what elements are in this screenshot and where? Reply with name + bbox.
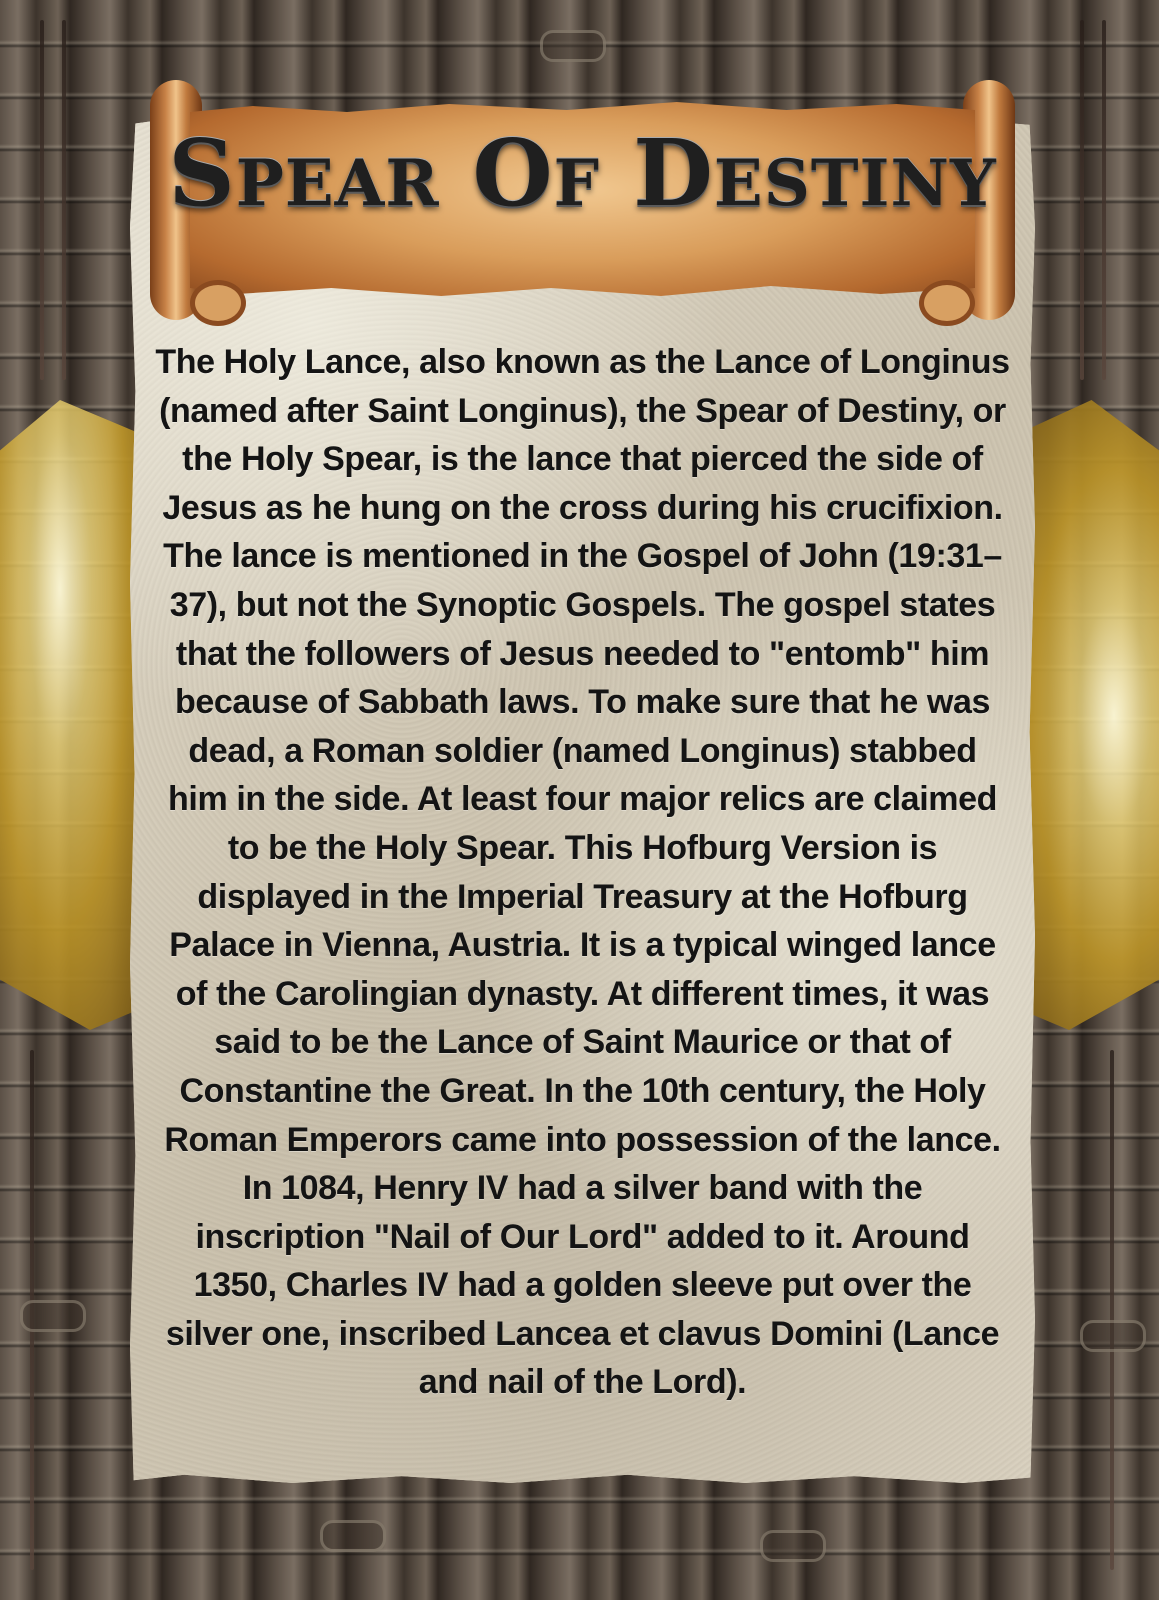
background-detail <box>1110 1050 1114 1570</box>
background-detail <box>1080 20 1084 380</box>
scroll-curl-right <box>919 280 975 326</box>
background-detail <box>20 1300 86 1332</box>
background-detail <box>320 1520 386 1552</box>
scroll-curl-left <box>190 280 246 326</box>
description-text: The Holy Lance, also known as the Lance of Longinus (named after Saint Longinus), the Spear of Destiny, or the Holy Spear, is the lance that pierced the side of Jesus as he hung on the cross during his crucifixion. The lance is mentioned in the Gospel of John (19:31–37), but not the Synoptic Gospels. The gospel states that the followers of Jesus needed to "entomb" him because of Sabbath laws. To make sure that he was dead, a Roman soldier (named Longinus) stabbed him in the side. At least four major relics are claimed to be the Holy Spear. This Hofburg Version is displayed in the Imperial Treasury at the Hofburg Palace in Vienna, Austria. It is a typical winged lance of the Carolingian dynasty. At different times, it was said to be the Lance of Saint Maurice or that of Constantine the Great. In the 10th century, the Holy Roman Emperors came into possession of the lance. In 1084, Henry IV had a silver band with the inscription "Nail of Our Lord" added to it. Around 1350, Charles IV had a golden sleeve put over the silver one, inscribed Lancea et clavus Domini (Lance and nail of the Lord). <box>155 343 1010 1402</box>
background-detail <box>1102 20 1106 380</box>
background-detail <box>760 1530 826 1562</box>
page-title: Spear Of Destiny <box>168 119 997 227</box>
background-detail <box>540 30 606 62</box>
golden-sleeve-left <box>0 400 150 1030</box>
background-detail <box>40 20 44 380</box>
background-detail <box>1080 1320 1146 1352</box>
background-detail <box>62 20 66 380</box>
